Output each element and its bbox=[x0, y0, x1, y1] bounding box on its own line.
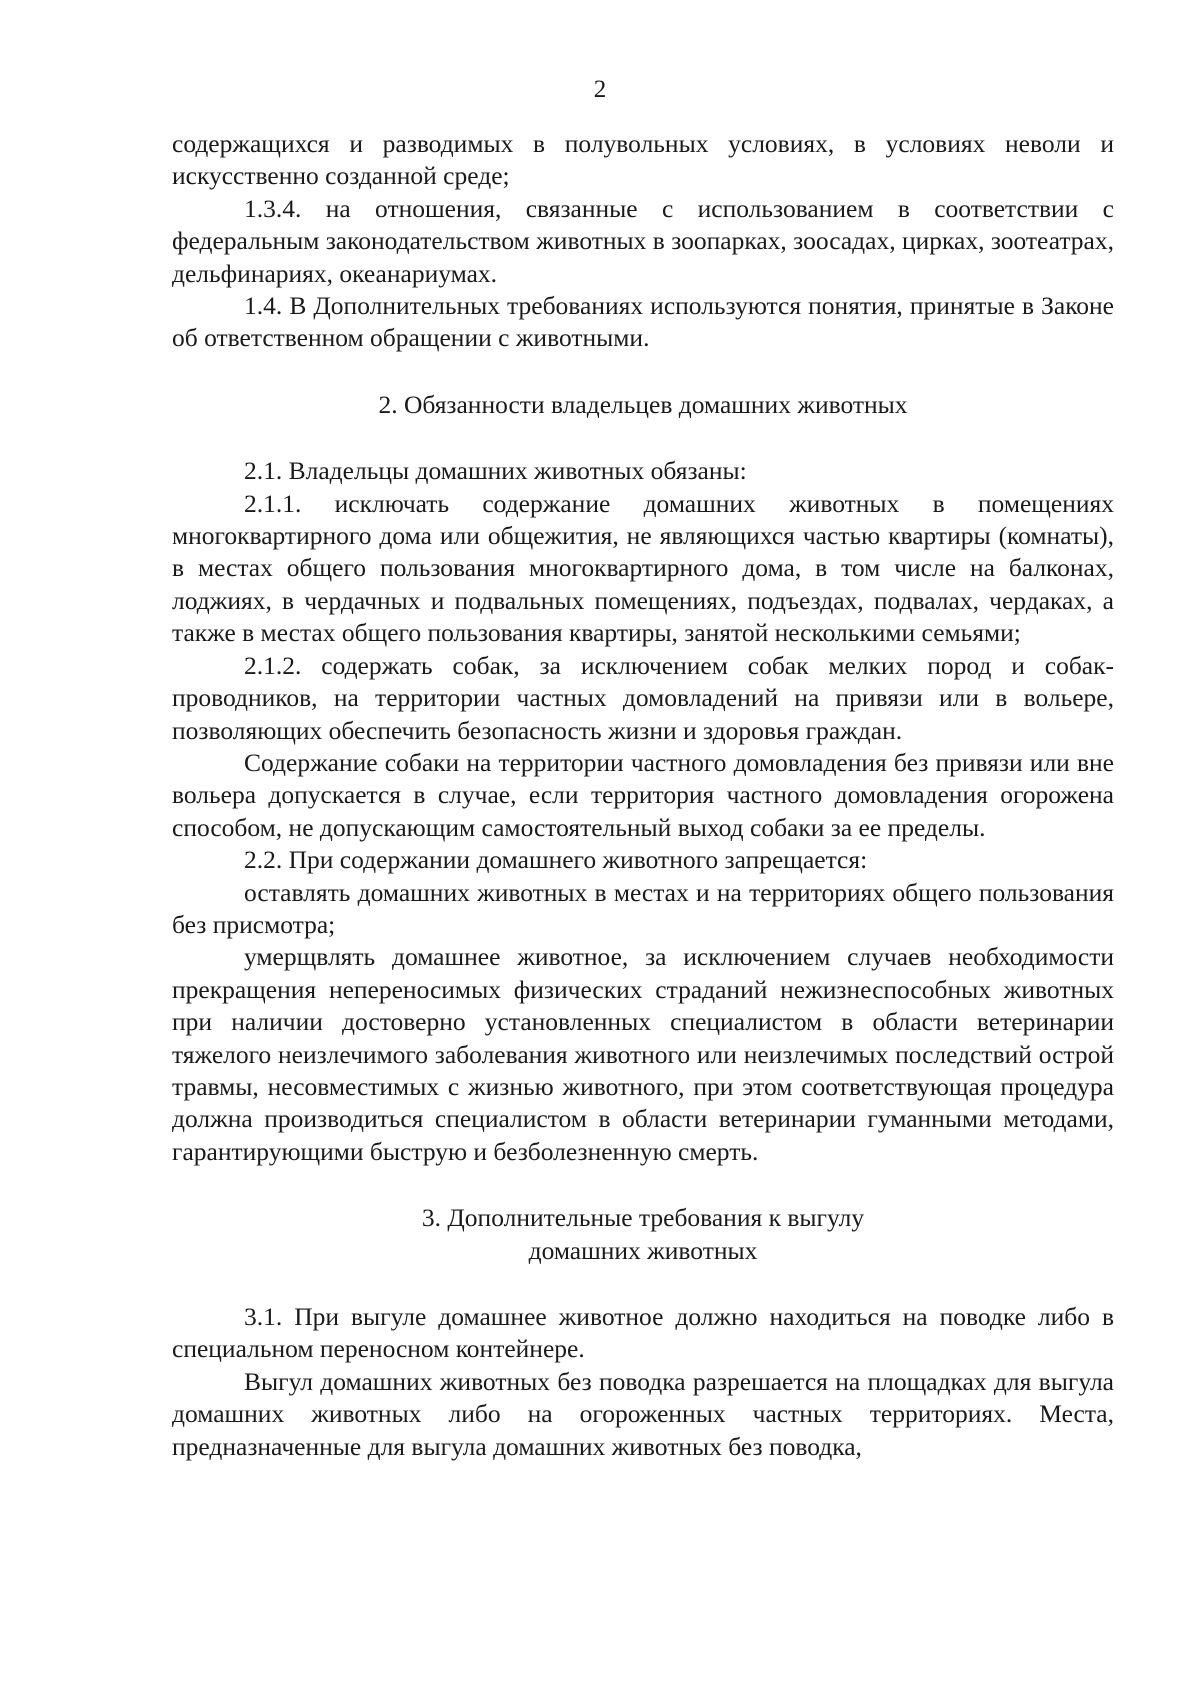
section-2-heading: 2. Обязанности владельцев домашних животных bbox=[378, 389, 908, 419]
paragraph-1-3-4: 1.3.4. на отношения, связанные с использованием в соответствии с федеральным законодательством животных в зоопарках, зоосадах, цирках, зоотеатрах, дельфинариях, океанариумах. bbox=[172, 193, 1114, 288]
paragraph-1-4: 1.4. В Дополнительных требованиях используются понятия, принятые в Законе об ответственном обращении с животными. bbox=[172, 291, 1114, 353]
paragraph-2-1-1: 2.1.1. исключать содержание домашних животных в помещениях многоквартирного дома или общежития, не являющихся частью квартиры (комнаты), в местах общего пользования многоквартирного дома, в том числе на балконах, лоджиях, в чердачных и подвальных помещениях, подъездах, подвалах, чердаках, а также в местах общего пользования квартиры, занятой несколькими семьями; bbox=[172, 488, 1114, 648]
paragraph-2-2: 2.2. При содержании домашнего животного запрещается: bbox=[244, 845, 868, 875]
paragraph-off-leash: Выгул домашних животных без поводка разрешается на площадках для выгула домашних животных либо на огороженных частных территориях. Места, предназначенные для выгула домашних животных без поводка, bbox=[172, 1366, 1114, 1461]
document-body bbox=[172, 128, 1114, 1463]
section-3-heading-line-1: 3. Дополнительные требования к выгулу bbox=[421, 1203, 865, 1233]
paragraph-prohibition-euthanasia: умерщвлять домашнее животное, за исключением случаев необходимости прекращения непереносимых физических страданий нежизнеспособных животных при наличии достоверно установленных специалистом в области ветеринарии тяжелого неизлечимого заболевания животного или неизлечимых последствий острой травмы, несовместимых с жизнью животного, при этом соответствующая процедура должна производиться специалистом в области ветеринарии гуманными методами, гарантирующими быструю и безболезненную смерть. bbox=[172, 942, 1114, 1166]
page-number: 2 bbox=[593, 76, 607, 103]
paragraph-2-1: 2.1. Владельцы домашних животных обязаны: bbox=[244, 456, 747, 486]
paragraph-prohibition-unattended: оставлять домашних животных в местах и на территориях общего пользования без присмотра; bbox=[172, 877, 1114, 939]
paragraph-2-1-2: 2.1.2. содержать собак, за исключением собак мелких пород и собак-проводников, на территории частных домовладений на привязи или в вольере, позволяющих обеспечить безопасность жизни и здоровья граждан. bbox=[172, 650, 1114, 745]
section-3-heading-line-2: домашних животных bbox=[528, 1235, 758, 1265]
paragraph-continuation: содержащихся и разводимых в полувольных условиях, в условиях неволи и искусственно созданной среде; bbox=[172, 129, 1114, 191]
paragraph-3-1: 3.1. При выгуле домашнее животное должно находиться на поводке либо в специальном переносном контейнере. bbox=[172, 1302, 1114, 1364]
paragraph-dog-keeping: Содержание собаки на территории частного домовладения без привязи или вне вольера допускается в случае, если территория частного домовладения огорожена способом, не допускающим самостоятельный выход собаки за ее пределы. bbox=[172, 747, 1114, 842]
